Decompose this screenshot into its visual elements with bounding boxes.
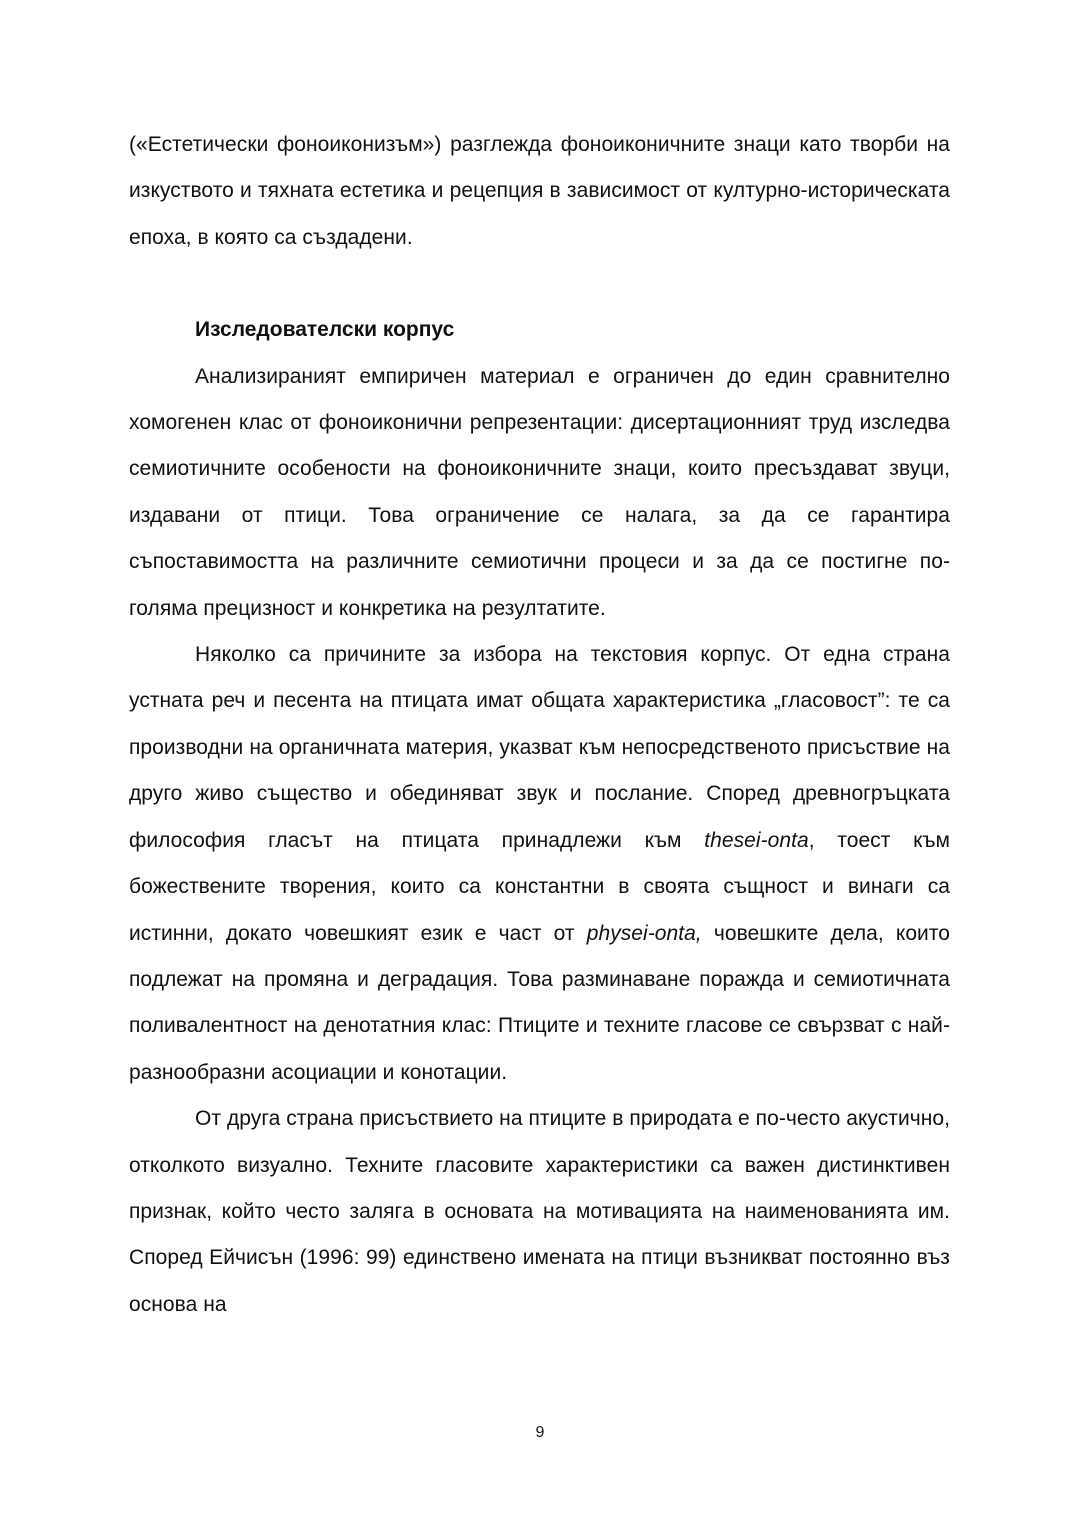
paragraph-corpus-reasons	[129, 632, 950, 1096]
italic-term: physei-onta,	[586, 921, 702, 945]
italic-term: thesei-onta	[704, 828, 809, 852]
section-heading: Изследователски корпус	[195, 318, 455, 342]
paragraph-corpus-description: Анализираният емпиричен материал е ограничен до един сравнително хомогенен клас от фоноиконични репрезентации: дисертационният труд изследва семиотичните особености на фоноиконичните знаци, които пресъздават звуци, издавани от птици. Това ограничение се налага, за да се гарантира съпоставимостта на различните семиотични процеси и за да се постигне по-голяма прецизност и конкретика на резултатите.	[129, 364, 950, 620]
paragraph-text-segment: Няколко са причините за избора на текстовия корпус. От една страна устната реч и песента на птицата имат общата характеристика „гласовост”: те са производни на органичната материя, указват към непосредственото присъствие на друго живо същество и обединяват звук и послание. Според древногръцката философия гласът на птицата принадлежи към	[129, 643, 950, 852]
paragraph-acoustic-presence: От друга страна присъствието на птиците в природата е по-често акустично, отколкото визуално. Техните гласовите характеристики са важен дистинктивен признак, който често залягa в основата на мотивацията на наименованията им. Според Ейчисън (1996: 99) единствено имената на птици възникват постоянно въз основа на	[129, 1107, 950, 1316]
page-number: 9	[535, 1424, 545, 1441]
paragraph-text-segment: човешките дела, които подлежат на промяна и деградация. Това разминаване поражда и семиотичната поливалентност на денотатния клас: Птиците и техните гласове се свързват с най-разнообразни асоциации и конотации.	[129, 921, 950, 1084]
body-text	[129, 122, 950, 1328]
paragraph-text-segment: , тоест към божествените творения, които са константни в своята същност и винаги са истинни, докато човешкият език е част от	[129, 828, 950, 945]
paragraph-continuation: («Естетически фоноиконизъм») разглежда фоноиконичните знаци като творби на изкуството и тяхната естетика и рецепция в зависимост от културно-историческата епоха, в която са създадени.	[129, 133, 950, 249]
